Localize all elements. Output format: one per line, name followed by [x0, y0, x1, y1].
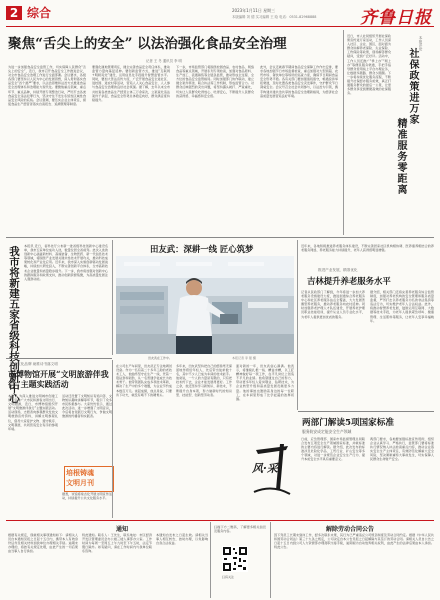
photo-caption: 田友武在工作中。: [148, 356, 173, 360]
page-number: 2: [9, 6, 19, 20]
safety-headline: 两部门解读5项国家标准: [302, 418, 394, 428]
notice-left-body-3: 本通知自发布之日起生效。请相关当事人相互转告，按时办理，以免影响自身合法权益。: [156, 533, 208, 546]
science-body: 本报讯 近日，省科技厅公布新一批省级科技创新中心建设名单，我市五家单位成功入选，数量位居全省前列。此次入选的创新中心涵盖新材料、高端装备、生物医药、新一代信息技术等领域，将围绕产业发展关键共性技术开展攻关，推动科技成果转化和产业化应用。近年来，我市深入实施创新驱动发展战略，持续加大研发投入，不断完善创新平台体系，全市高新技术企业数量和质量稳步提升。下一步，我市将加强对创新中心的跟踪服务和政策支持，推动创新资源集聚，为高质量发展注入强劲动能。: [24, 244, 108, 281]
museum-body-col-1: 本报讯 为深入推进文明城市创建工作，引导广大市民和游客文明出行、文明旅游，近日，市博物馆组织开展“文明旅游伴我行”主题实践活动。活动现场，志愿者向参观群众发放文明旅游宣传资料，讲解文明参观礼仪，倡导大家爱护文物、遵守秩序、文明观展，共同营造安全有序的参观环境。: [8, 394, 58, 431]
notice-divider-1: [210, 522, 211, 598]
date-line: 2023年1月11日 星期三: [232, 8, 276, 13]
masthead: [0, 0, 440, 26]
section-name: 综合: [27, 6, 52, 20]
lead-body-col-2: 要强化属地管理责任，健全完善食品安全责任体系，推动监管力量向基层延伸。要创新监管方式，推进“互联网+明厨亮灶”建设，运用信息化手段提升智慧监管水平。同时，要加大普法宣传力度，广泛开展食品安全进社区、进校园、进农村等活动，营造人人关心食品安全、人人参与食品安全治理的良好社会氛围。据了解，去年以来全市共检查各类食品生产经营主体三万余家次，立案查处违法案件千余起，食品安全形势总体稳定向好，群众满意度持续提升。: [92, 65, 170, 102]
safety-body-col-2: 两部门要求，各地要加强标准宣传贯彻，组织企业认真学习、严格执行，监管部门要将标准执行情况纳入执法检查重点内容，推动企业落实安全生产主体责任，有效防范化解重大安全风险，坚决遏制重特大事故发生，切实保障人民群众生命财产安全。: [370, 437, 434, 462]
sidebar-headline-2: 精准服务零距离: [395, 118, 406, 195]
page-number-badge: [6, 6, 22, 20]
museum-body-col-2: 活动还设置了文明知识有奖问答、文物知识趣味讲解等环节，吸引了众多市民积极参与。大家纷纷表示，通过此次活动，进一步增强了文明意识，今后将自觉践行文明行为，争做文明旅游的传播者和实践者。: [62, 394, 112, 419]
feature-body-col-2: 多年来，田友武坚持把自己的经验毫无保留地传授给年轻人，先后带出徒弟数十名，其中不少人已成为车间的技术能手。他常说，一个人的力量是有限的，只有把技术传下去，企业才能发展得更好。工作之余，他还坚持学习新知识、新技术，不断提升自身本领，努力做新时代的知识型、技能型、创新型劳动者。: [176, 364, 232, 397]
sidebar-headline-1: 社保政策进万家: [407, 48, 418, 125]
museum-stamp-line-1: 培根铸魂: [66, 469, 94, 477]
paper-logo: 齐鲁日报: [360, 8, 432, 28]
lead-body-col-3: 下一步，市场监管部门将围绕校园食品、农村食品、网络食品等重点领域，开展系列专项检查，加强对食品原料、生产加工、流通销售等全链条监管，推动形成全过程、全方位的食品安全监管格局。同时加强部门协作联动，建立健全案件移送、联合执法等工作机制，形成监管合力。对群众反映强烈的突出问题，将坚持露头就打、严查重处，切实让人民群众吃得放心、吃得安心，不断提升人民群众的获得感、幸福感和安全感。: [176, 65, 254, 98]
pension-intro: 近年来，各地积极推进养老服务体系建设，不断完善居家社区机构相协调、医养康养相结合的养老服务网络，养老服务能力持续提升，老年人获得感明显增强。: [301, 244, 434, 253]
photo-credit: 本报记者 李 强 摄: [232, 356, 256, 360]
feature-body-col-1: 在公司生产车间里，田友武正专注地调试设备。作为一名有着二十多年工龄的老技术工人，他始终坚守在生产一线，凭着一股钻劲和韧劲，从一名普通学徒成长为技术骨干。他带领团队完成多项技术革新，解决了生产中的多个难题，为企业节约成本数百万元。谈起成绩，他总是说，只要肯下功夫，就没有啃不下的硬骨头。: [116, 364, 172, 397]
notice-divider-2: [270, 522, 271, 598]
lead-bottom-rule: [6, 237, 434, 238]
masthead-rule: [6, 26, 434, 27]
museum-kicker: 精书文化品牌 助推诗书落文明: [10, 362, 58, 366]
qr-caption: 扫码关注: [222, 575, 235, 579]
notice-middle-body: 扫描下方二维码，了解更多相关信息及服务内容。: [214, 525, 266, 534]
notice-left-body-2: 特此通知。联系人：王先生，联系地址：市区经济开发区管理委员会办公楼三楼人事部办公室。工作时间为每周一至周五上午九时至下午五时，法定节假日除外。如有疑问，请在工作时间内与我单位联系咨询。: [82, 533, 152, 554]
pension-headline: 吉林提升养老服务水平: [307, 276, 391, 286]
safety-subheadline: 服务防安成定能安全生产领域: [302, 429, 352, 434]
museum-headline: 市博物馆开展“文明旅游伴我行”主题实践活动: [8, 369, 109, 389]
notice-right-title: 解除劳动合同公告: [326, 526, 375, 533]
sidebar-body: 近日，市人社局组织开展社保政策宣传进万家活动，工作人员深入社区、企业、园区，面对面为群众讲解养老保险、失业保险、工伤保险等政策，现场解答群众疑问，受到广泛好评。活动中，工作人员还推广“掌上办”“网上办”等便民服务渠道，手把手指导群众使用线上平台办理业务，让数据多跑路、群众少跑腿。下一步将持续优化服务流程，不断提升社保经办服务质效，真正打通服务群众的最后一公里，让更多群众享受到便捷高效的社保服务。: [347, 34, 391, 96]
museum-stamp: [64, 466, 114, 492]
notice-left-title: 通知: [116, 526, 129, 533]
science-headline: 我市将新建五家省级科技创新中心: [8, 246, 20, 404]
factory-worker-illustration: [116, 256, 294, 354]
lead-body-col-4: 此外，会议还就春节期间食品安全保障工作作出安排，要求各地加强节日市场监督检查，重点加强对大型商超、农贸市场、餐饮单位等场所的巡查力度，确保节日期间食品安全形势平稳。各有关部门要加强值班值守，畅通投诉举报渠道，及时处置各类食品安全突发事件，守护群众节日餐桌安全。会议号召全社会共同参与，以法治为引领，携手构建共建共治共享的食品安全治理新格局，为经济社会高质量发展营造良好环境。: [260, 65, 338, 98]
pension-body-col-1: 记者从民政部门了解到，今年将进一步加大养老服务设施建设力度，推进街道综合养老服务中心和社区养老服务站点全覆盖，大力发展普惠型养老服务，推动养老服务向农村延伸。同时加强养老护理人才队伍建设，开展养老护理员职业技能培训，提升从业人员专业化水平，为老年人提供更加优质的服务。: [301, 290, 365, 319]
lead-headline: 聚焦“舌尖上的安全” 以法治强化食品安全治理: [8, 36, 287, 52]
sidebar-kicker: 本报评论: [419, 36, 423, 51]
pension-kicker: 推进产业发展，精准优化: [318, 268, 358, 272]
science-divider: [112, 240, 113, 355]
safety-body-col-1: 日前，应急管理部、国家市场监督管理总局联合发布五项安全生产领域国家标准，并就标准的主要内容进行解读。据介绍，此次发布的标准涉及危险化学品、工贸行业、矿山安全等多个领域，对进一步规范企业安全生产行为、提升本质安全水平具有重要意义。: [301, 437, 365, 462]
column-logo: [250, 440, 294, 498]
museum-body-col-3: 据悉，该馆将常态化开展文明宣传活动，持续提升公共文化服务水平。: [62, 492, 112, 501]
feature-photo: [116, 256, 294, 354]
mid-rule-left: [6, 358, 112, 359]
notice-top-rule: [6, 520, 434, 521]
meta-line: 本版编辑 刘 德 实习编辑 王 晗 电话：0531-82968888: [232, 15, 317, 19]
lead-body-col-1: 为进一步加强食品安全监管工作，切实保障人民群众“舌尖上的安全”，近日，我市召开食品安全工作推进会议，对全市食品安全治理工作进行全面部署。会议要求，各级各部门要坚持以人民为中心的发展思想，深入贯彻落实食品安全“四个最严”要求，以法治思维和法治方式推进食品安全治理体系和治理能力现代化。要聚焦重点领域、重点环节、重点品种，持续开展专项整治行动，严厉打击各类食品安全违法犯罪行为，坚决守住不发生系统性区域性食品安全风险的底线。会议强调，要压实企业主体责任，督促食品生产经营者落实自查报告、追溯管理等制度。: [8, 65, 86, 106]
qr-code-icon: [222, 546, 248, 572]
feature-body-col-3: 面对新的一年，田友武信心满满。他表示，将继续扎根一线、精益求精，以工匠精神做好每一项工作，在平凡岗位上创造不平凡的业绩。他希望通过自己的努力，带动更多年轻人爱岗敬业、钻研技术，为企业转型升级和高质量发展贡献更多力量。他的事迹也激励着身边的每一位职工，在车间里形成了比学赶超的浓厚氛围。: [236, 364, 294, 401]
museum-stamp-line-2: 文明月刊: [66, 479, 94, 487]
notice-left-body-1: 根据有关规定，现就相关事项通知如下：请相关人员自本通知见报之日起十五日内，携带本人有效身份证件及相关材料到我单位办理相关手续。逾期未办理的，将按有关规定处理，由此产生的一切后果由当事人自行承担。: [8, 533, 78, 554]
safety-top-rule: [298, 411, 434, 412]
notice-right-body: 因下列员工长期未到岗工作，经多次联系未果，其行为已严重违反公司规章制度及劳动合同约定。根据《中华人民共和国劳动合同法》第三十九条之规定，公司决定自本公告见报之日起解除与其签订的劳动合同。请相关人员自公告之日起十五日内到公司人力资源部办理离职交接手续，逾期视为自动放弃相关权利，由此产生的法律后果由本人承担。特此公告。: [274, 533, 434, 550]
sidebar-divider: [343, 30, 344, 235]
museum-divider: [112, 360, 113, 518]
lead-byline: 记者 王 冬 通讯员 李 明: [146, 59, 182, 63]
qr-code[interactable]: [222, 546, 248, 572]
column-logo-text: 风·采: [252, 462, 278, 475]
photo-feature-headline: 田友武：深耕一线 匠心筑梦: [150, 244, 254, 254]
feature-divider: [297, 240, 298, 410]
pension-body-col-2: 据介绍，相关部门还将完善养老服务综合监管制度，加强对养老机构的安全管理和服务质量监督，严厉打击以养老服务为名的非法集资等违法行为，切实维护老年人合法权益。此外，将推动智慧养老发展，鼓励运用互联网、大数据等技术手段，为老年人提供紧急呼叫、健康管理、生活照料等服务，让老年人安享幸福晚年。: [370, 290, 434, 323]
